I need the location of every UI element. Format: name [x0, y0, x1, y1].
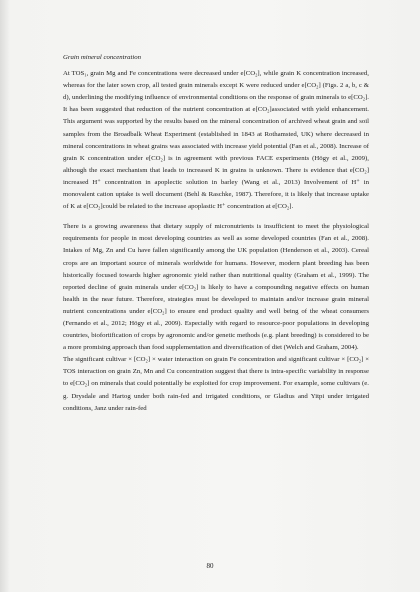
paragraph-micronutrients: There is a growing awareness that dietary supply of micronutrients is insufficient to meet the physiological requirements for people in most developing countries as well as some developed countries (Fan et al., 2008). Intakes of Mg, Zn and Cu have fallen significantly among the UK population (Henderson et al., 2003). Cereal crops are an important source of minerals worldwide for humans. However, modern plant breeding has been historically focused towards higher agronomic yield rather than nutritional quality (Graham et al., 1999). The reported decline of grain minerals under e[CO₂] is likely to have a compounding negative effects on human health in the near future. Therefore, strategies must be developed to maintain and/or increase grain mineral nutrient concentrations under e[CO₂] to ensure end product quality and well being of the wheat consumers (Fernando et al., 2012; Högy et al., 2009). Especially with regard to resource-poor populations in developing countries, biofortification of crops by agronomic and/or genetic methods (e.g. plant breeding) is considered to be a more promising approach than food supplementation and diversification of diet (Welch and Graham, 2004).	[63, 223, 369, 352]
section-heading: Grain mineral concentration	[63, 54, 141, 61]
paragraph-gap	[63, 213, 369, 221]
paragraph-cultivar-interaction: The significant cultivar × [CO₂] × water interaction on grain Fe concentration and significant cultivar × [CO₂] × TOS interaction on grain Zn, Mn and Cu concentration suggest that there is intra-specific variability in response to e[CO₂] on minerals that could potentially be exploited for crop improvement. For example, some cultivars (e. g. Drysdale and Hartog under both rain-fed and irrigated conditions, or Gladius and Yitpi under irrigated conditions, Janz under rain-fed	[63, 356, 369, 412]
paragraph-grain-minerals: At TOS₁, grain Mg and Fe concentrations were decreased under e[CO₂], while grain K concentration increased, whereas for the later sown crop, all tested grain minerals except K were reduced under e[CO₂] (Figs. 2 a, b, c & d), underlining the modifying influence of environmental conditions on the response of grain minerals to e[CO₂]. It has been suggested that reduction of the nutrient concentration at e[CO₂]associated with yield enhancement. This argument was supported by the results based on the mineral concentration of archived wheat grain and soil samples from the Broadbalk Wheat Experiment (established in 1843 at Rothamsted, UK) where decreased in mineral concentrations in wheat grains was associated with increase yield potential (Fan et al., 2008). Increase of grain K concentration under e[CO₂] is in agreement with previous FACE experiments (Högy et al., 2009), although the exact mechanism that leads to increased K in grains is unknown. There is evidence that e[CO₂] increased H⁺ concentration in apoplectic solution in barley (Wang et al., 2013) Involvement of H⁺ in monovalent cation uptake is well document (Behl & Raschke, 1987). Therefore, it is likely that increase uptake of K at e[CO₂]could be related to the increase apoplastic H⁺ concentration at e[CO₂].	[63, 70, 369, 211]
page-number: 80	[206, 562, 214, 570]
page-body	[63, 52, 369, 415]
